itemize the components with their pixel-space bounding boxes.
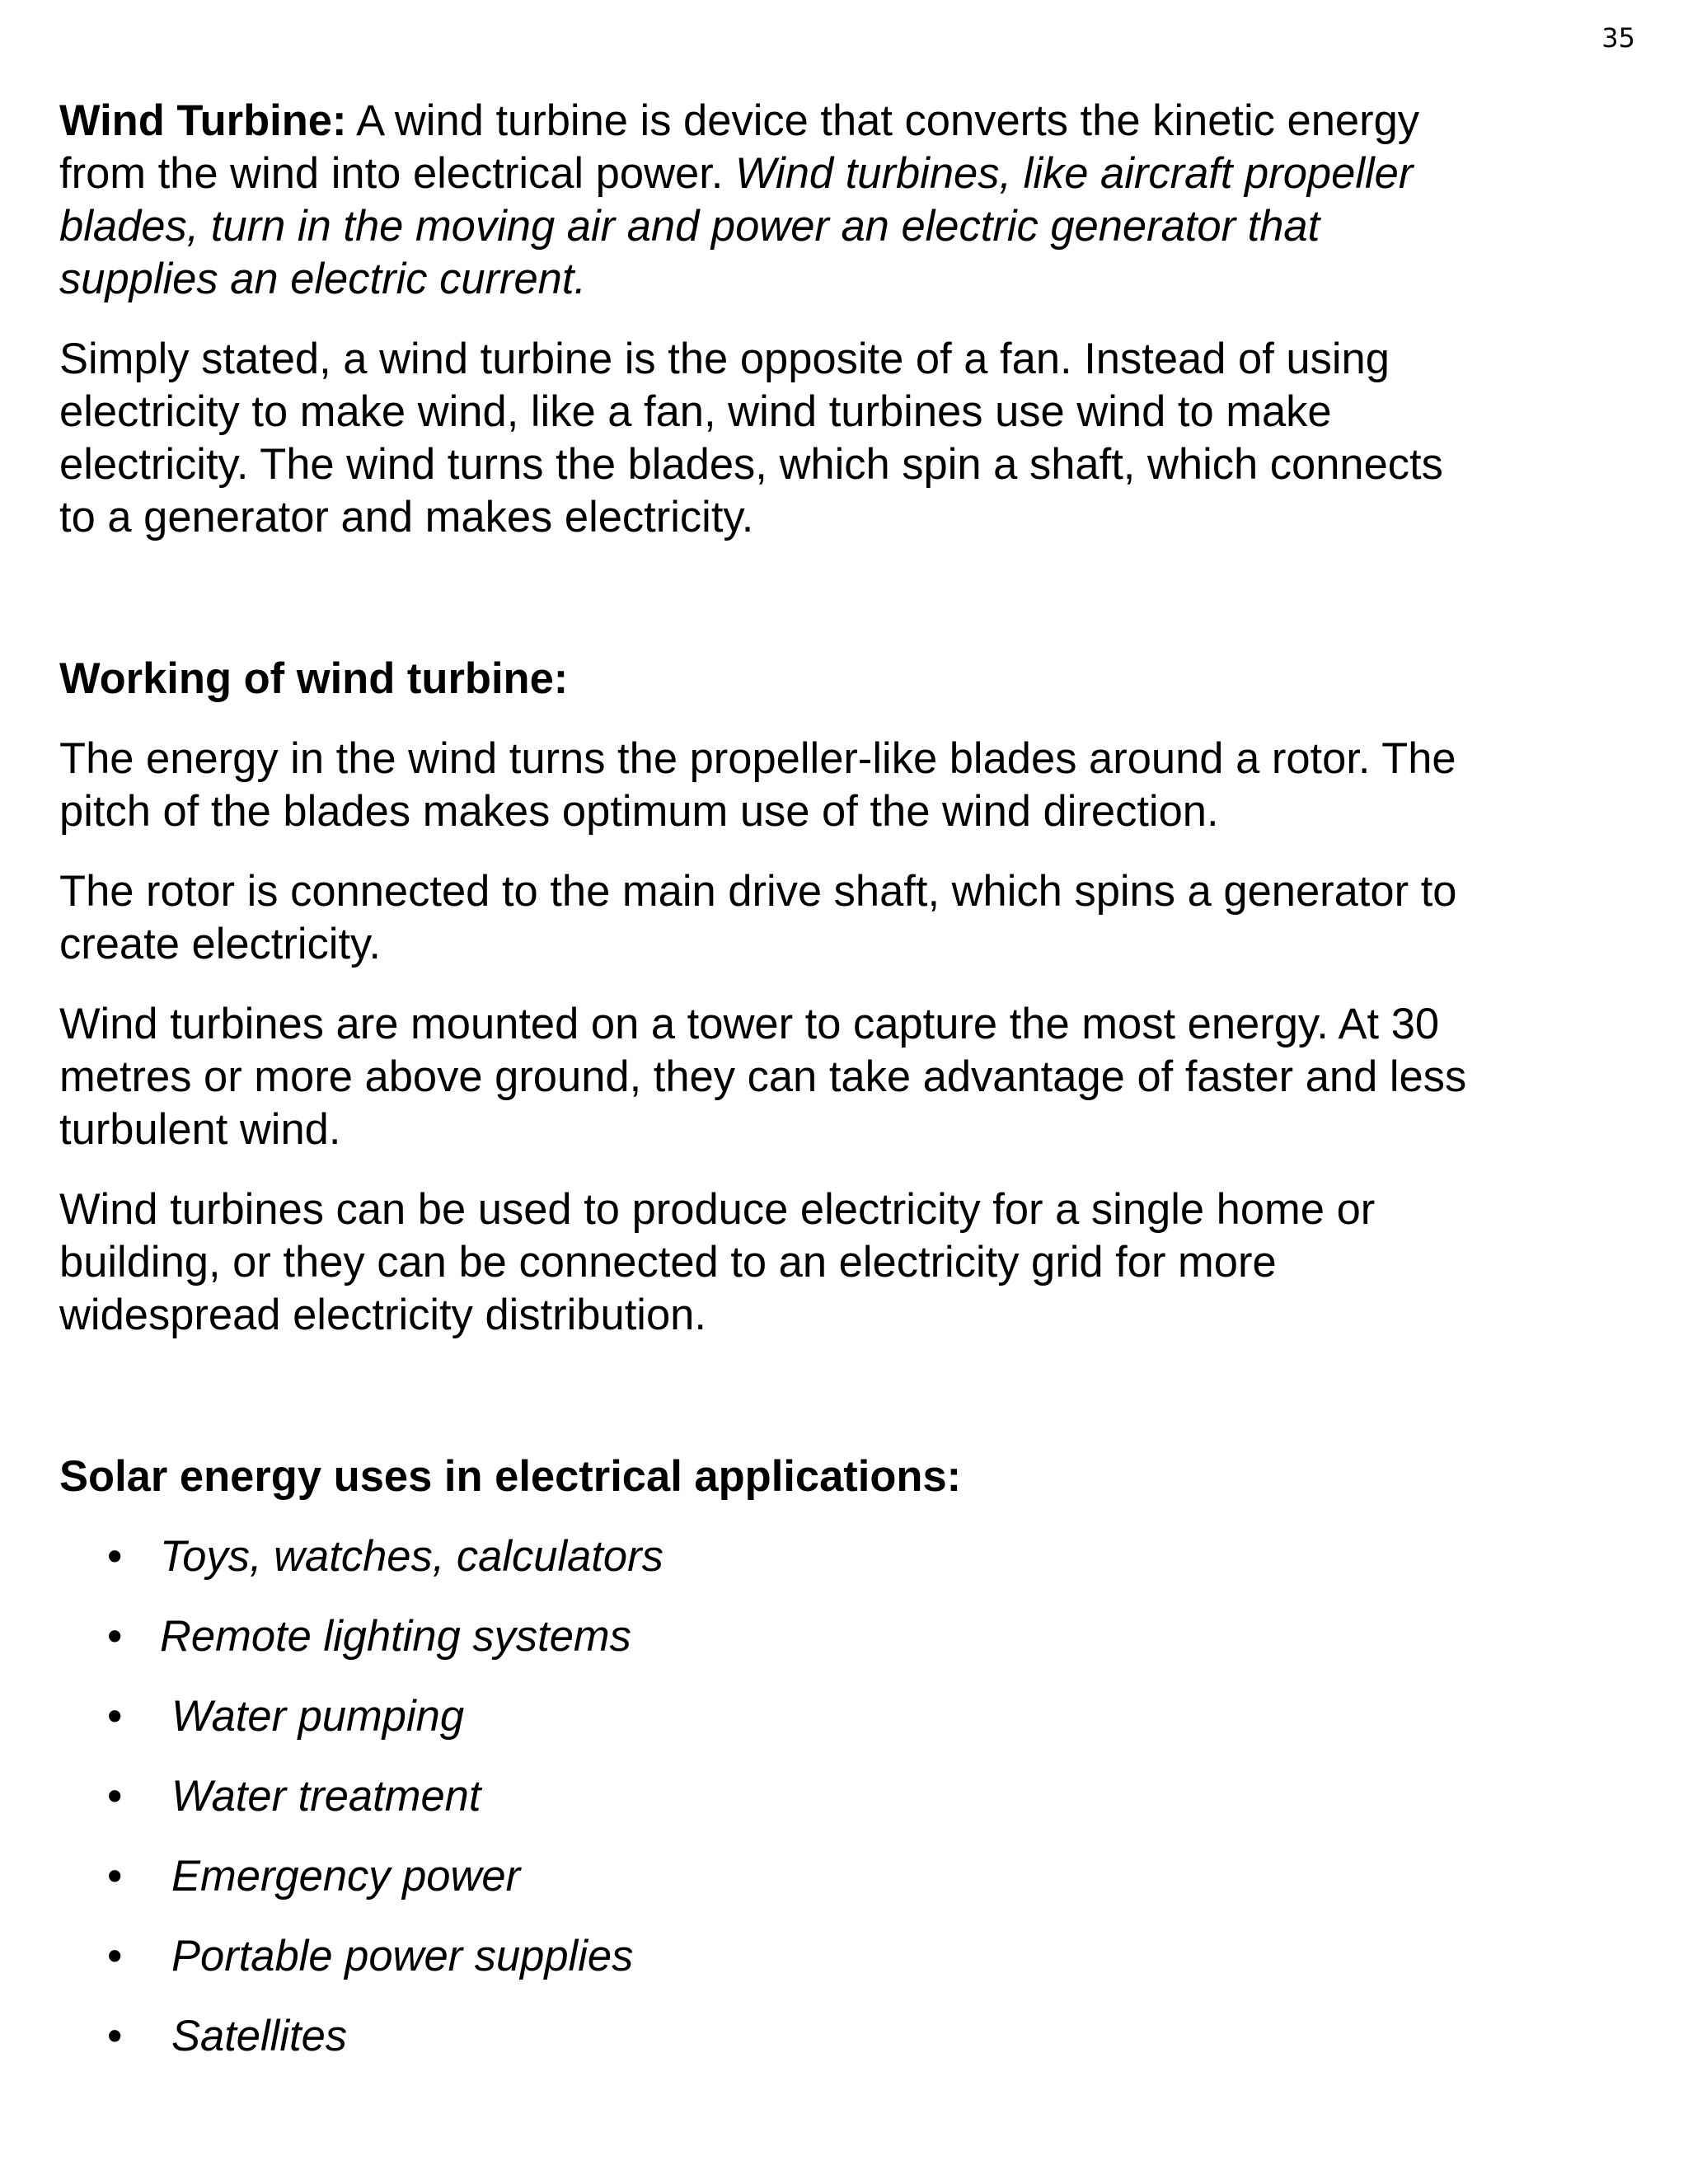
solar-applications-list	[59, 1530, 1477, 2063]
working-paragraph: The energy in the wind turns the propeller-like blades around a rotor. The pitch of the blades makes optimum use of the wind direction.	[59, 734, 1456, 836]
bullet-icon: •	[107, 1932, 123, 1980]
list-item-label: Toys, watches, calculators	[160, 1532, 663, 1581]
list-item	[59, 1850, 1477, 1903]
list-item-label: Water treatment	[171, 1772, 481, 1821]
solar-heading: Solar energy uses in electrical applications:	[59, 1452, 962, 1501]
bullet-icon: •	[107, 1532, 123, 1581]
working-paragraph: Wind turbines can be used to produce electricity for a single home or building, or they can be connected to an electricity grid for more widespread electricity distribution.	[59, 1185, 1376, 1339]
wind-turbine-definition-italic: Wind turbines, like aircraft propeller blades, turn in the moving air and power an electric generator that supplies an electric current.	[59, 149, 1414, 303]
list-item-label: Emergency power	[171, 1852, 521, 1900]
wind-turbine-definition-text: A wind turbine is device that converts the kinetic energy from the wind into electrical power.	[59, 96, 1420, 198]
list-item	[59, 1530, 1477, 1583]
bullet-icon: •	[107, 1852, 123, 1900]
wind-turbine-definition	[59, 95, 1477, 306]
list-item-label: Portable power supplies	[171, 1932, 634, 1980]
wind-turbine-simply-stated: Simply stated, a wind turbine is the opposite of a fan. Instead of using electricity to make wind, like a fan, wind turbines use wind to make electricity. The wind turns the blades, which spin a shaft, which connects to a generator and makes electricity.	[59, 335, 1443, 541]
document-body	[59, 95, 1477, 2090]
bullet-icon: •	[107, 2012, 123, 2060]
bullet-icon: •	[107, 1612, 123, 1661]
list-item-label: Remote lighting systems	[160, 1612, 631, 1661]
bullet-icon: •	[107, 1772, 123, 1821]
page-number: 35	[1601, 22, 1635, 54]
list-item	[59, 1770, 1477, 1823]
working-paragraph: Wind turbines are mounted on a tower to capture the most energy. At 30 metres or more above ground, they can take advantage of faster and less turbulent wind.	[59, 1000, 1467, 1154]
list-item-label: Satellites	[171, 2012, 348, 2060]
working-paragraph: The rotor is connected to the main drive shaft, which spins a generator to create electricity.	[59, 867, 1457, 968]
section-gap	[59, 1369, 1477, 1451]
list-item	[59, 1930, 1477, 1983]
wind-turbine-term: Wind Turbine:	[59, 96, 347, 145]
section-gap	[59, 571, 1477, 653]
list-item	[59, 2010, 1477, 2063]
list-item-label: Water pumping	[171, 1692, 465, 1741]
list-item	[59, 1610, 1477, 1663]
bullet-icon: •	[107, 1692, 123, 1741]
list-item	[59, 1690, 1477, 1743]
working-heading: Working of wind turbine:	[59, 654, 569, 703]
